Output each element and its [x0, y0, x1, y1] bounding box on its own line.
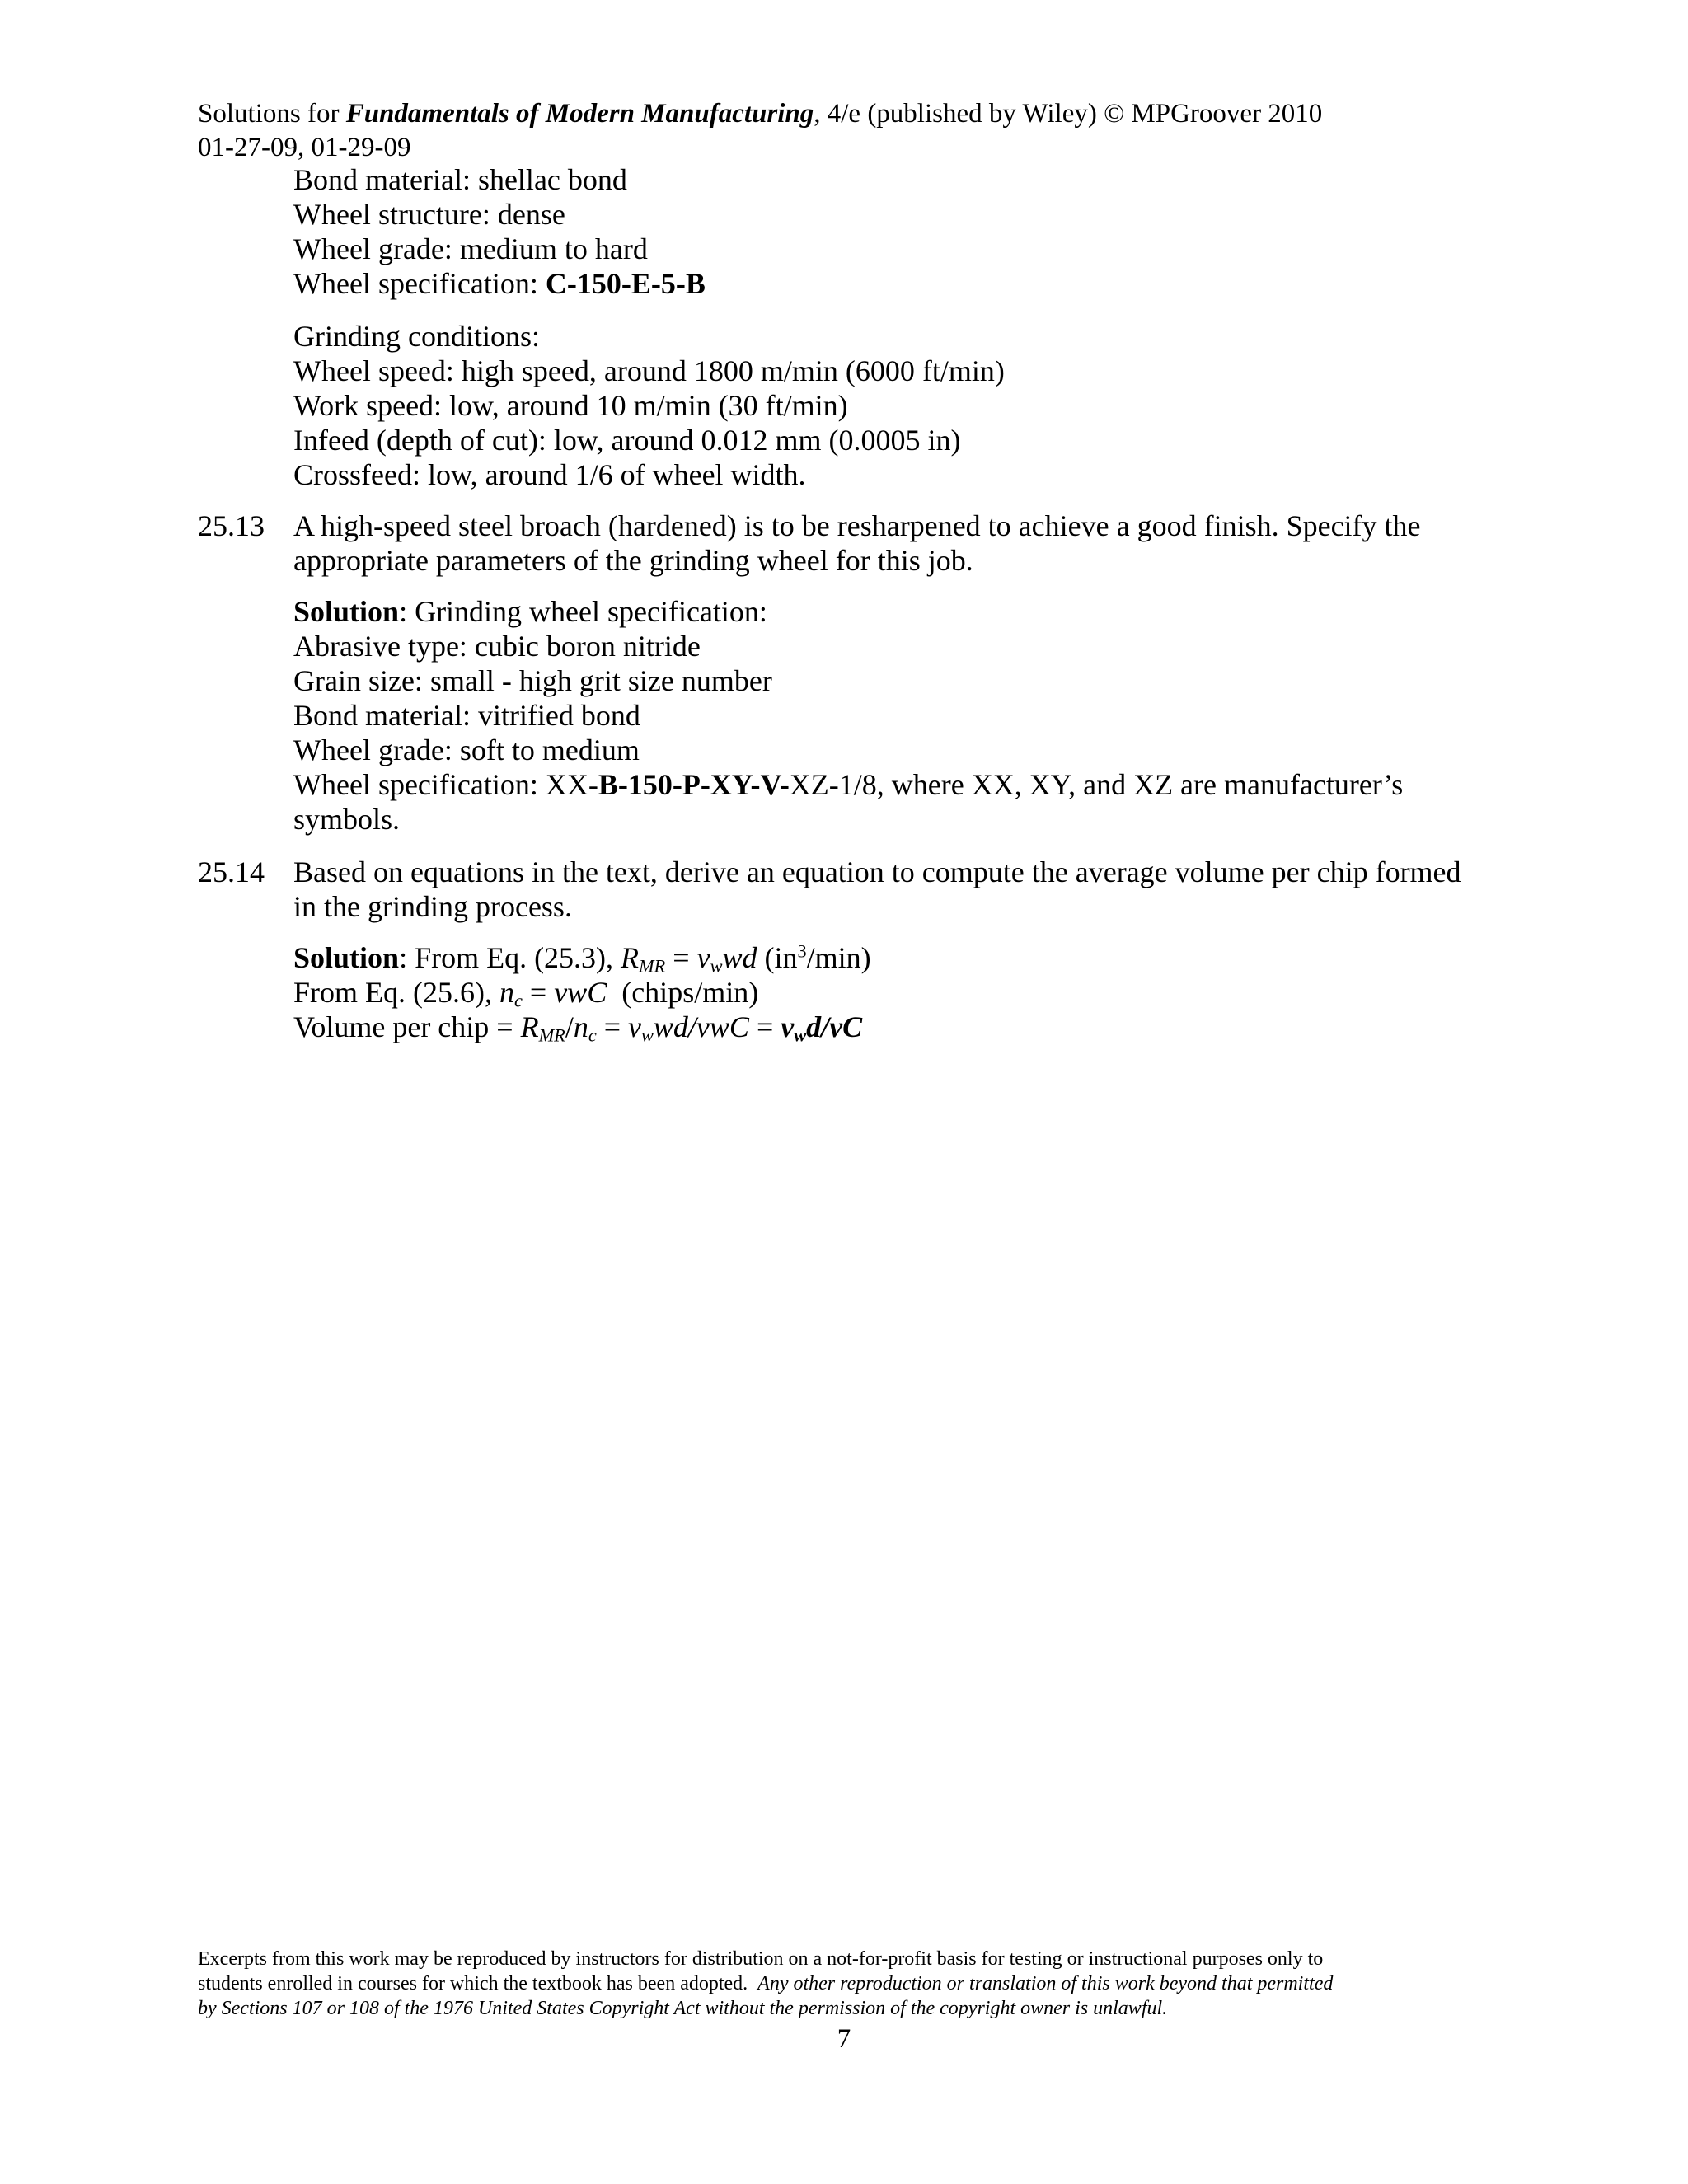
- eq-subscript: c: [513, 990, 523, 1011]
- equation-line-1: [293, 940, 871, 975]
- footer-line: [198, 1996, 1484, 2021]
- solution-25-14: [293, 940, 871, 1044]
- eq-var: vwC: [554, 976, 607, 1009]
- solution-25-13: [293, 594, 1403, 837]
- page-number: 7: [837, 2024, 851, 2054]
- eq-subscript: MR: [538, 1024, 565, 1046]
- spec-line: [293, 767, 1403, 802]
- eq-var: wd/vwC: [653, 1010, 749, 1043]
- book-title: Fundamentals of Modern Manufacturing: [345, 99, 814, 129]
- footer-line: Excerpts from this work may be reproduced by instructors for distribution on a not-for-profit basis for testing or instructional purposes only to: [198, 1948, 1324, 1970]
- bond-material-line: Bond material: shellac bond: [293, 163, 627, 196]
- eq-text: /: [565, 1010, 574, 1043]
- question-number-25-14: 25.14: [198, 855, 265, 888]
- eq-var: wd: [722, 941, 757, 974]
- eq-subscript: c: [588, 1024, 597, 1046]
- question-25-14-text: [293, 855, 1461, 924]
- eq-text: Volume per chip =: [293, 1010, 521, 1043]
- bond-line: Bond material: vitrified bond: [293, 699, 640, 732]
- question-line: Based on equations in the text, derive an equation to compute the average volume per chip formed: [293, 855, 1461, 888]
- question-number-25-13: 25.13: [198, 509, 265, 542]
- eq-var: n: [573, 1010, 588, 1043]
- final-subscript: w: [794, 1024, 807, 1046]
- eq-text: =: [665, 941, 697, 974]
- solution-label: Solution: [293, 595, 400, 628]
- wheel-spec-value: C-150-E-5-B: [545, 267, 706, 300]
- solution-heading: [293, 594, 1403, 629]
- page-header: [198, 97, 1322, 165]
- final-var: v: [781, 1010, 795, 1043]
- footer-text: students enrolled in courses for which the textbook has been adopted.: [198, 1973, 758, 1994]
- spec-bold: B-150-P-XY-V-: [598, 768, 790, 801]
- conditions-heading: Grinding conditions:: [293, 320, 540, 353]
- eq-var: v: [696, 941, 710, 974]
- wheel-spec-label: Wheel specification:: [293, 267, 546, 300]
- wheel-spec-line: [293, 266, 706, 301]
- question-25-13-text: [293, 509, 1447, 578]
- grinding-conditions: [293, 319, 1005, 492]
- wheel-speed-line: Wheel speed: high speed, around 1800 m/min (6000 ft/min): [293, 354, 1005, 387]
- eq-text: From Eq. (25.6),: [293, 976, 499, 1009]
- eq-text: =: [522, 976, 555, 1009]
- eq-subscript: w: [641, 1024, 654, 1046]
- previous-solution-continued: [293, 162, 706, 301]
- equation-line-3: [293, 1010, 871, 1044]
- header-prefix: Solutions for: [198, 99, 346, 129]
- eq-var: R: [520, 1010, 539, 1043]
- solution-label: Solution: [293, 941, 400, 974]
- eq-var: v: [628, 1010, 642, 1043]
- spec-line-2: symbols.: [293, 803, 401, 836]
- copyright-footer: [198, 1947, 1484, 2021]
- header-title-line: [198, 97, 1322, 131]
- question-line: in the grinding process.: [293, 890, 572, 923]
- spec-prefix: Wheel specification: XX-: [293, 768, 598, 801]
- abrasive-line: Abrasive type: cubic boron nitride: [293, 630, 701, 663]
- wheel-structure-line: Wheel structure: dense: [293, 198, 565, 231]
- question-line: A high-speed steel broach (hardened) is to be resharpened to achieve a good finish. Specify the: [293, 509, 1421, 542]
- eq-var: n: [499, 976, 514, 1009]
- work-speed-line: Work speed: low, around 10 m/min (30 ft/min): [293, 389, 848, 422]
- eq-text: (chips/min): [607, 976, 759, 1009]
- eq-superscript: 3: [797, 940, 807, 962]
- infeed-line: Infeed (depth of cut): low, around 0.012 mm (0.0005 in): [293, 424, 961, 457]
- eq-subscript: MR: [639, 955, 666, 977]
- eq-subscript: w: [710, 955, 723, 977]
- wheel-grade-line: Wheel grade: medium to hard: [293, 232, 648, 265]
- grade-line: Wheel grade: soft to medium: [293, 733, 640, 766]
- footer-italic: Any other reproduction or translation of this work beyond that permitted: [757, 1973, 1334, 1994]
- header-suffix: , 4/e (published by Wiley) © MPGroover 2010: [814, 99, 1323, 129]
- footer-italic: by Sections 107 or 108 of the 1976 United States Copyright Act without the permission of the copyright owner is unlawful.: [198, 1998, 1168, 2019]
- question-line: appropriate parameters of the grinding wheel for this job.: [293, 544, 973, 577]
- eq-text: (in: [757, 941, 798, 974]
- eq-text: =: [596, 1010, 629, 1043]
- eq-var: R: [621, 941, 640, 974]
- eq-text: : From Eq. (25.3),: [399, 941, 621, 974]
- footer-line: [198, 1971, 1484, 1996]
- spec-suffix: XZ-1/8, where XX, XY, and XZ are manufacturer’s: [789, 768, 1404, 801]
- final-var: d/vC: [806, 1010, 863, 1043]
- eq-text: =: [748, 1010, 781, 1043]
- equation-line-2: [293, 975, 871, 1010]
- header-dates: 01-27-09, 01-29-09: [198, 133, 411, 162]
- solution-heading-text: : Grinding wheel specification:: [399, 595, 767, 628]
- grain-line: Grain size: small - high grit size number: [293, 664, 772, 697]
- eq-text: /min): [806, 941, 871, 974]
- crossfeed-line: Crossfeed: low, around 1/6 of wheel width.: [293, 458, 806, 491]
